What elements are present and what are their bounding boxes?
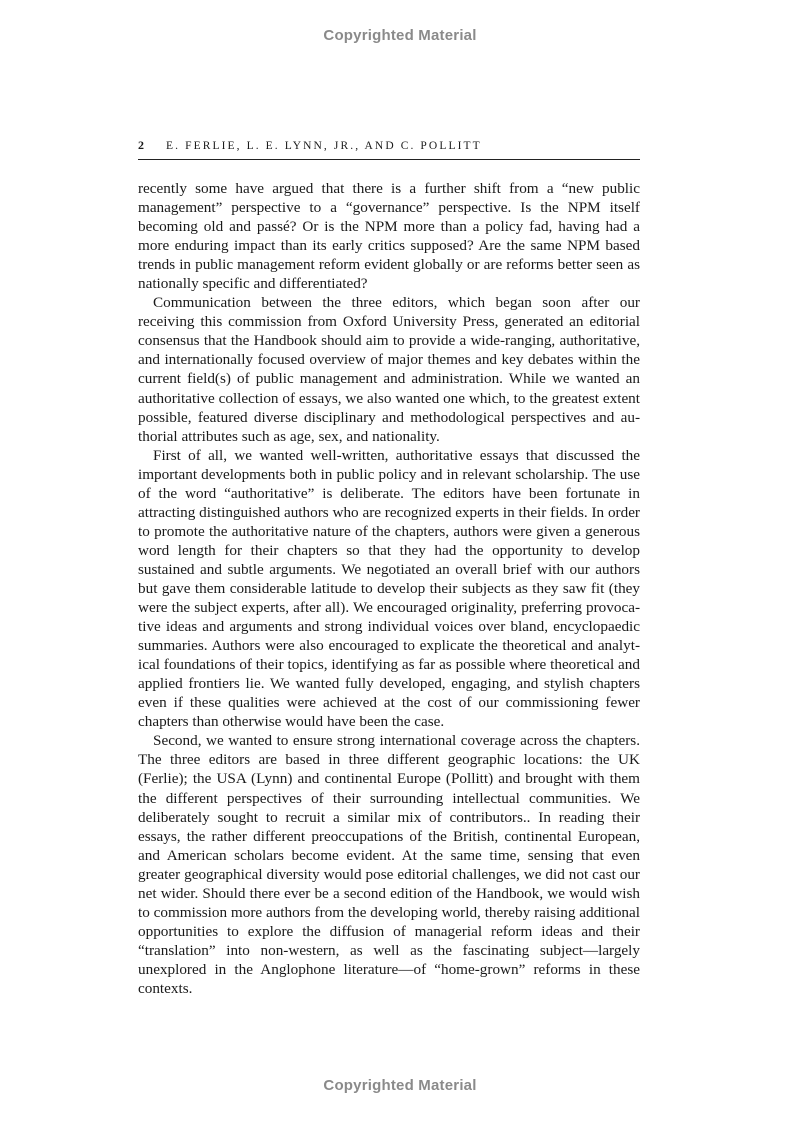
running-head-authors: E. FERLIE, L. E. LYNN, JR., AND C. POLLITT — [166, 140, 482, 152]
copyright-watermark-bottom: Copyrighted Material — [323, 1077, 477, 1094]
body-text — [138, 179, 640, 998]
page-number: 2 — [138, 138, 144, 152]
paragraph-continued: recently some have argued that there is a further shift from a “new public management” perspective to a “governance” perspective. Is the NPM itself becoming old and passé? Or is the NPM more than a policy fad, having had a more enduring impact than its early critics supposed? Are the same NPM based trends in public management reform evident globally or are reforms better seen as nationally specific and differentiated? — [138, 180, 640, 293]
paragraph-first-of-all: First of all, we wanted well-written, authoritative essays that discussed the important developments both in public policy and in relevant scholarship. The use of the word “authoritative” is deliberate. The editors have been fortunate in attracting distinguished authors who are recognized experts in their fields. In order to promote the authoritative nature of the chapters, authors were given a generous word length for their chapters so that they had the opportunity to develop sustained and subtle arguments. We negotiated an overall brief with our authors but gave them considerable latitude to develop their subjects as they saw fit (they were the subject experts, after all). We encouraged originality, preferring provocative ideas and arguments and strong individual voices over bland, encyclopaedic summaries. Authors were also encouraged to explicate the theoretical and analytical foundations of their topics, identifying as far as possible where theoretical and applied frontiers lie. We wanted fully developed, engaging, and stylish chapters even if these qualities were achieved at the cost of our commissioning fewer chapters than otherwise would have been the case. — [138, 446, 640, 731]
book-page — [138, 138, 640, 998]
copyright-watermark-top: Copyrighted Material — [323, 27, 477, 44]
paragraph-editorial-consensus: Communication between the three editors, which began soon after our receiving this commission from Oxford University Press, generated an editorial consensus that the Handbook should aim to provide a wide-ranging, authoritative, and internationally focused overview of major themes and key debates within the current field(s) of public management and administration. While we wanted an authoritative collection of essays, we also wanted one which, to the greatest extent possible, featured diverse disciplinary and methodological perspectives and authorial attributes such as age, sex, and nationality. — [138, 294, 640, 445]
running-head — [138, 138, 640, 160]
paragraph-second: Second, we wanted to ensure strong international coverage across the chapters. The three editors are based in three different geographic locations: the UK (Ferlie); the USA (Lynn) and continental Europe (Pollitt) and brought with them the different perspectives of their surrounding intellectual communities. We deliberately sought to recruit a similar mix of contributors.. In reading their essays, the rather different preoccupations of the British, continental European, and American scholars become evident. At the same time, sensing that even greater geographical diversity would pose editorial challenges, we did not cast our net wider. Should there ever be a second edition of the Handbook, we would wish to commission more authors from the developing world, thereby raising additional opportunities to explore the diffusion of managerial reform ideas and their “translation” into non-western, as well as the fascinating subject—largely unexplored in the Anglophone literature—of “home-grown” reforms in these contexts. — [138, 732, 640, 997]
